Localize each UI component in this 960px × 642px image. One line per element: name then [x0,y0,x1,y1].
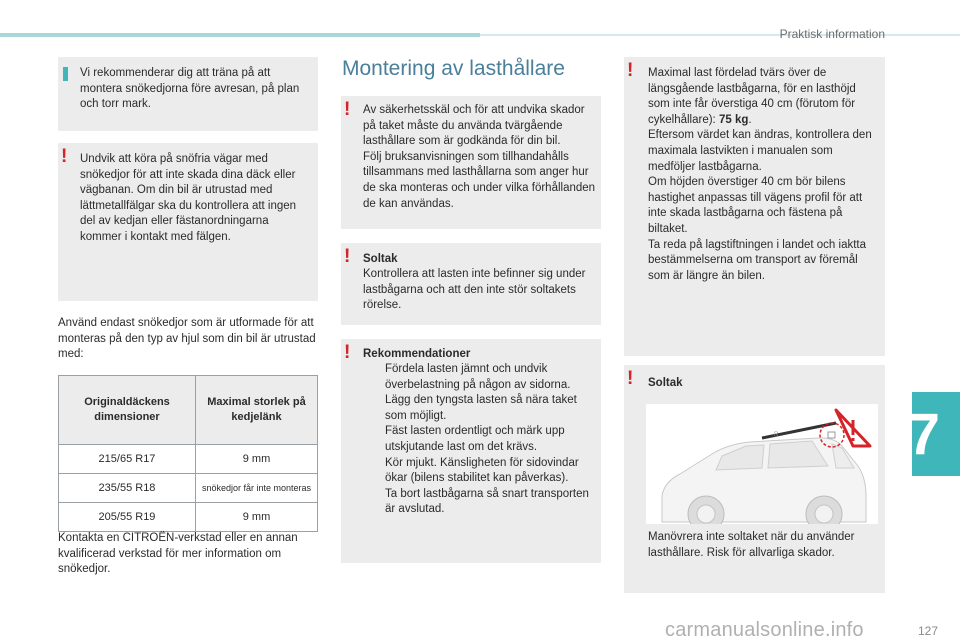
snow-chain-warning-box [58,143,318,301]
chain-size-table [58,375,318,532]
table-header-row [59,376,318,445]
table-cell: 9 mm [195,445,317,474]
svg-text:R: R [774,432,779,438]
warning-exclamation-icon: ! [627,368,634,389]
chain-intro-text: Använd endast snökedjor som är utformade för att monteras på den typ av hjul som din bil är utrustad med: [58,317,316,361]
info-marker-icon [63,67,68,81]
recommendations-box [341,339,601,563]
list-item-text: Fäst lasten ordentligt och märk upp utskjutande last om det krävs. [385,425,565,453]
recommendations-list [363,362,597,518]
table-row [59,445,318,474]
page-number: 127 [917,624,938,638]
max-load-warning-box [624,57,885,356]
list-item-text: Ta bort lastbågarna så snart transporten är avslutad. [385,487,589,516]
max-load-text-before: Maximal last fördelad tvärs över de längsgående lastbågarna, för en lasthöjd som inte får överstiga 40 cm (förutom för cykelhållare): [648,67,856,126]
table-cell: 215/65 R17 [59,445,196,474]
tip-text: Vi rekommenderar dig att träna på att montera snökedjorna före avresan, på plan och torr mark. [80,67,300,111]
list-item-text: Lägg den tyngsta lasten så nära taket som möjligt. [385,394,577,422]
table-row [59,474,318,503]
sunroof-warning-box [624,365,885,593]
warning-exclamation-icon: ! [627,60,634,81]
header-rule [480,34,960,36]
sunroof-notice-title: Soltak [363,253,398,265]
warning-exclamation-icon: ! [61,146,68,167]
table-cell: snökedjor får inte monteras [195,474,317,503]
tip-box [58,57,318,131]
section-title: Montering av lasthållare [342,57,565,80]
max-load-text-after: . Eftersom värdet kan ändras, kontrollera den maximala lastvikten i manualen som medföljer lastbågarna. Om höjden överstiger 40 cm bör bilens hastighet anpassas till vägens profil för att inte skada lastbågarna och fästena på biltaket. Ta reda på lagstiftningen i landet och iaktta bestämmelserna om transport av föremål som är längre än bilen. [648,113,872,282]
warning-exclamation-icon: ! [344,342,351,363]
warning-exclamation-icon: ! [344,99,351,120]
max-load-value: 75 kg [718,113,749,126]
snow-chain-warning-text: Undvik att köra på snöfria vägar med snökedjor för att inte skada dina däck eller vägbanan. Om din bil är utrustad med lättmetallfälgar ska du kontrollera att ingen del av kedjan eller fästanordningarna kommer i kontakt med fälgen. [80,153,297,243]
sunroof-notice-text: Kontrollera att lasten inte befinner sig under lastbågarna och att den inte stör soltakets rörelse. [363,268,586,312]
safety-warning-box [341,96,601,229]
sunroof-notice-box [341,243,601,325]
chapter-number: 7 [907,401,940,467]
table-cell: 9 mm [195,503,317,532]
max-load-text [648,66,880,284]
warning-exclamation-icon: ! [344,246,351,267]
list-item [363,362,597,393]
roof-carrier-car-illustration [646,404,878,524]
list-item-text: Fördela lasten jämnt och undvik överbelastning på någon av sidorna. [385,363,571,391]
list-item [363,393,597,424]
recommendations-title: Rekommendationer [363,348,471,360]
table-header-tire: Originaldäckens dimensioner [59,376,196,445]
safety-warning-text: Av säkerhetsskäl och för att undvika skador på taket måste du använda tvärgående lasthållare som är godkända för din bil. Följ bruksanvisningen som tillhandahålls tillsammans med lasthållarna som anger hur de ska monteras och under vilka förhållanden de kan användas. [363,104,596,210]
contact-text: Kontakta en CITROËN-verkstad eller en annan kvalificerad verkstad för mer information om snökedjor. [58,532,298,576]
chapter-tab[interactable] [907,392,960,476]
list-item [363,424,597,455]
list-item [363,456,597,487]
table-cell: 205/55 R19 [59,503,196,532]
recommendations-list-wrap [363,362,597,518]
watermark: carmanualsonline.info [665,619,864,641]
table-row [59,503,318,532]
table-cell: 235/55 R18 [59,474,196,503]
page-header-title: Praktisk information [779,27,885,41]
list-item [363,487,597,518]
header-accent-bar [0,33,480,37]
table-header-link: Maximal storlek på kedjelänk [195,376,317,445]
list-item-text: Kör mjukt. Känsligheten för sidovindar ökar (bilens stabilitet kan påverkas). [385,456,579,485]
sunroof-warning-title: Soltak [648,377,683,389]
sunroof-warning-text: Manövrera inte soltaket när du använder lasthållare. Risk för allvarliga skador. [648,531,855,559]
